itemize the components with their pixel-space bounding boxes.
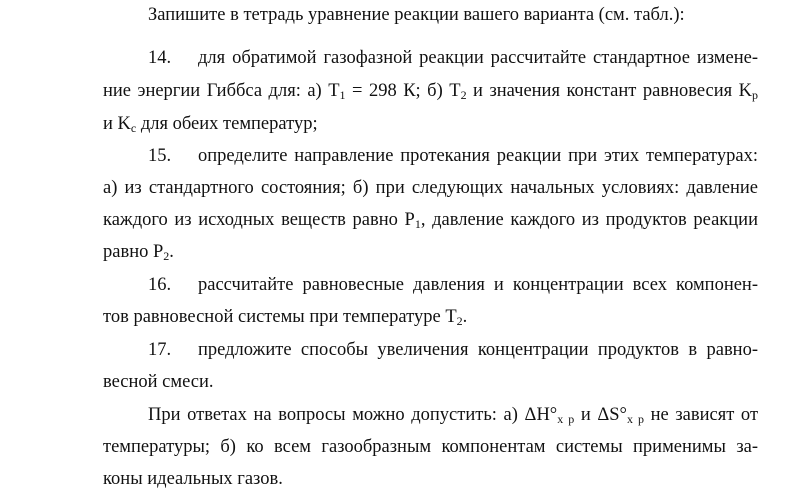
note-text-1c: не зависят от bbox=[643, 405, 759, 425]
item-14-number: 14. bbox=[148, 48, 172, 68]
note-text-1a: При ответах на вопросы можно допустить: а) ΔH° bbox=[148, 405, 558, 425]
item-15-line-2 bbox=[103, 177, 758, 199]
item-16-line-1 bbox=[148, 274, 758, 296]
item-14-sub-t2: 2 bbox=[460, 88, 467, 102]
item-15-number: 15. bbox=[148, 146, 172, 166]
note-text-1b: и ΔS° bbox=[574, 405, 627, 425]
item-16-text-2b: . bbox=[462, 307, 468, 327]
item-15-text-2: а) из стандартного состояния; б) при следующих начальных условиях: давление bbox=[103, 178, 758, 198]
item-14-text-2b: = 298 К; б) T bbox=[345, 81, 461, 101]
item-17-text-1: предложите способы увеличения концентрации продуктов в равно- bbox=[198, 340, 758, 360]
item-15-text-1: определите направление протекания реакции при этих температурах: bbox=[198, 146, 758, 166]
intro-text bbox=[148, 4, 685, 26]
note-text-2: температуры; б) ко всем газообразным компонентам системы применимы за- bbox=[103, 437, 758, 457]
item-14-text-2c: и значения констант равновесия K bbox=[466, 81, 752, 101]
item-14-text-3a: и K bbox=[103, 114, 131, 134]
item-15-line-1 bbox=[148, 145, 758, 167]
item-14-text-2a: ние энергии Гиббса для: а) T bbox=[103, 81, 340, 101]
item-16-text-1: рассчитайте равновесные давления и концентрации всех компонен- bbox=[198, 275, 758, 295]
item-14-sub-kp: p bbox=[752, 88, 758, 102]
item-15-line-4 bbox=[103, 241, 174, 263]
note-sub-ds: х р bbox=[626, 412, 644, 426]
item-17-text-2: весной смеси. bbox=[103, 372, 214, 392]
item-16-number: 16. bbox=[148, 275, 172, 295]
item-15-text-4a: равно P bbox=[103, 242, 164, 262]
note-line-2 bbox=[103, 436, 758, 458]
item-14-line-3 bbox=[103, 113, 318, 135]
item-14-line-1 bbox=[148, 47, 758, 69]
item-15-line-3 bbox=[103, 209, 758, 231]
item-14-sub-t1: 1 bbox=[339, 88, 346, 102]
item-14-sub-kc: c bbox=[130, 121, 137, 135]
item-17-number: 17. bbox=[148, 340, 172, 360]
item-16-text-2a: тов равновесной системы при температуре T bbox=[103, 307, 457, 327]
note-line-3 bbox=[103, 468, 283, 490]
item-17-line-1 bbox=[148, 339, 758, 361]
item-16-sub-t2: 2 bbox=[456, 314, 463, 328]
item-16-line-2 bbox=[103, 306, 467, 328]
item-15-text-3a: каждого из исходных веществ равно P bbox=[103, 210, 415, 230]
note-line-1 bbox=[148, 404, 758, 426]
item-15-sub-p2: 2 bbox=[163, 249, 170, 263]
intro-label: Запишите в тетрадь уравнение реакции вашего варианта (см. табл.): bbox=[148, 5, 685, 25]
note-sub-dh: х р bbox=[557, 412, 575, 426]
item-14-text-1: для обратимой газофазной реакции рассчитайте стандартное измене- bbox=[198, 48, 758, 68]
item-15-sub-p1: 1 bbox=[414, 217, 421, 231]
note-text-3: коны идеальных газов. bbox=[103, 469, 283, 489]
item-14-line-2 bbox=[103, 80, 758, 102]
item-15-text-3b: , давление каждого из продуктов реакции bbox=[420, 210, 758, 230]
item-15-text-4b: . bbox=[169, 242, 174, 262]
item-14-text-3b: для обеих температур; bbox=[136, 114, 318, 134]
item-17-line-2 bbox=[103, 371, 214, 393]
